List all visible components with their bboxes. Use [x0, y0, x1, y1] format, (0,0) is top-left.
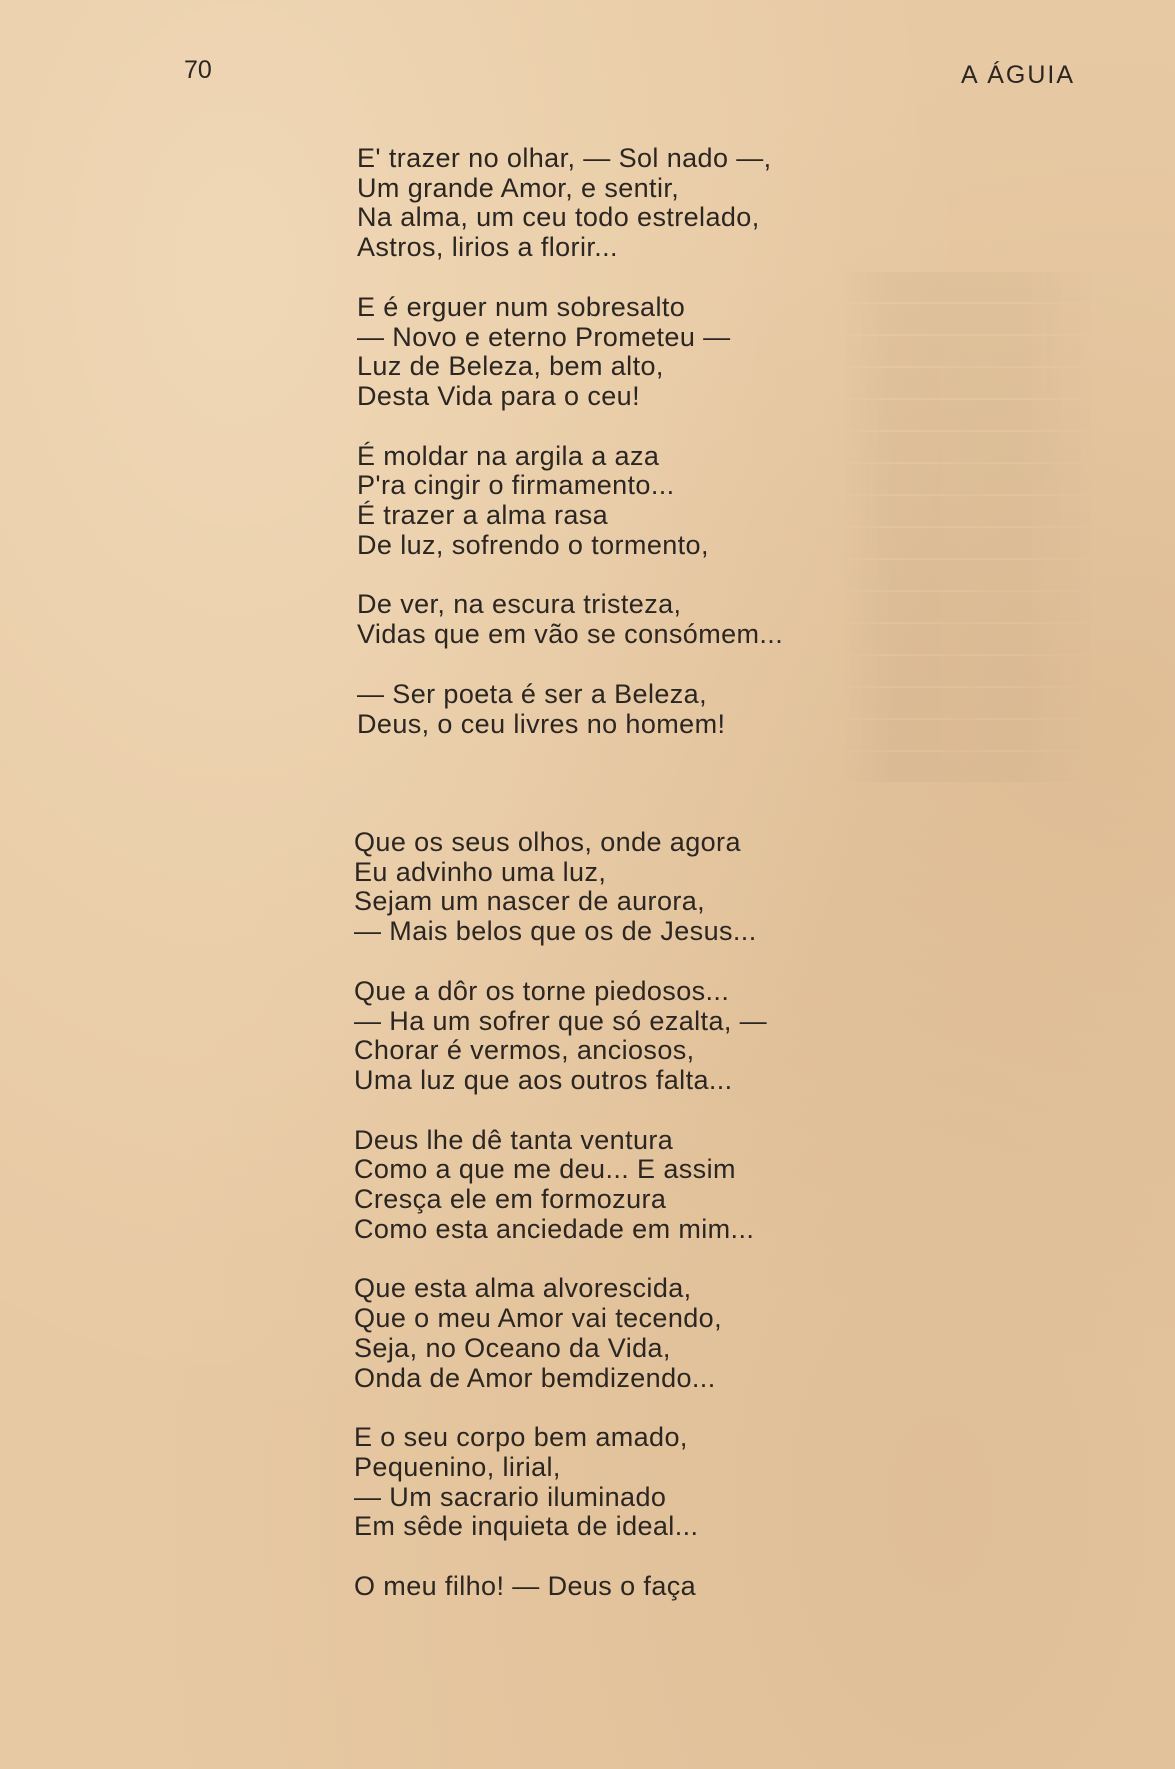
verse-line: — Ha um sofrer que só ezalta, — [354, 1005, 768, 1036]
verse-line: Que esta alma alvorescida, [354, 1273, 692, 1304]
stanza [354, 1572, 1074, 1602]
stanza [357, 144, 1077, 263]
verse-line: Uma luz que aos outros falta... [354, 1064, 733, 1095]
verse-line: Deus lhe dê tanta ventura [354, 1124, 674, 1155]
verse-line: Como a que me deu... E assim [354, 1154, 736, 1185]
verse-line: É moldar na argila a aza [357, 440, 660, 471]
verse-line: Cresça ele em formozura [354, 1184, 667, 1215]
verse-line: Eu advinho uma luz, [354, 856, 607, 887]
poem-part-1 [357, 144, 1077, 769]
verse-line: Vidas que em vão se consómem... [357, 619, 784, 650]
stanza [354, 1423, 1074, 1542]
verse-line: É trazer a alma rasa [357, 500, 609, 531]
stanza [354, 1274, 1074, 1393]
stanza [354, 977, 1074, 1096]
verse-line: Astros, lirios a florir... [357, 232, 618, 263]
verse-line: Que os seus olhos, onde agora [354, 827, 741, 857]
stanza [357, 293, 1077, 412]
verse-line: Deus, o ceu livres no homem! [357, 708, 726, 739]
verse-line: Como esta anciedade em mim... [354, 1213, 755, 1244]
verse-line: — Mais belos que os de Jesus... [354, 916, 757, 947]
verse-line: Desta Vida para o ceu! [357, 380, 640, 411]
stanza [357, 442, 1077, 561]
verse-line: Em sêde inquieta de ideal... [354, 1511, 699, 1542]
verse-line: Sejam um nascer de aurora, [354, 886, 706, 917]
verse-line: Onda de Amor bemdizendo... [354, 1362, 716, 1393]
verse-line: Que o meu Amor vai tecendo, [354, 1303, 722, 1334]
running-head: A ÁGUIA [960, 61, 1075, 89]
verse-line: Na alma, um ceu todo estrelado, [357, 202, 760, 233]
verse-line: — Ser poeta é ser a Beleza, [357, 678, 707, 709]
verse-line: E' trazer no olhar, — Sol nado —, [357, 143, 772, 173]
verse-line: De luz, sofrendo o tormento, [357, 529, 709, 560]
stanza [357, 680, 1077, 739]
verse-line: Chorar é vermos, anciosos, [354, 1035, 695, 1066]
verse-line: O meu filho! — Deus o faça [354, 1571, 697, 1602]
stanza [354, 828, 1074, 947]
verse-line: E o seu corpo bem amado, [354, 1422, 688, 1453]
stanza [354, 1126, 1074, 1245]
verse-line: Seja, no Oceano da Vida, [354, 1332, 671, 1363]
stanza [357, 590, 1077, 649]
page-number: 70 [184, 56, 212, 84]
verse-line: P'ra cingir o firmamento... [357, 470, 675, 501]
verse-line: Que a dôr os torne piedosos... [354, 975, 730, 1006]
verse-line: Luz de Beleza, bem alto, [357, 351, 664, 382]
verse-line: De ver, na escura tristeza, [357, 589, 682, 620]
poem-part-2 [354, 828, 1074, 1632]
verse-line: — Um sacrario iluminado [354, 1481, 667, 1512]
verse-line: Pequenino, lirial, [354, 1451, 561, 1482]
verse-line: E é erguer num sobresalto [357, 291, 686, 322]
verse-line: — Novo e eterno Prometeu — [357, 321, 731, 352]
page-header [0, 56, 1175, 96]
verse-line: Um grande Amor, e sentir, [357, 172, 680, 203]
